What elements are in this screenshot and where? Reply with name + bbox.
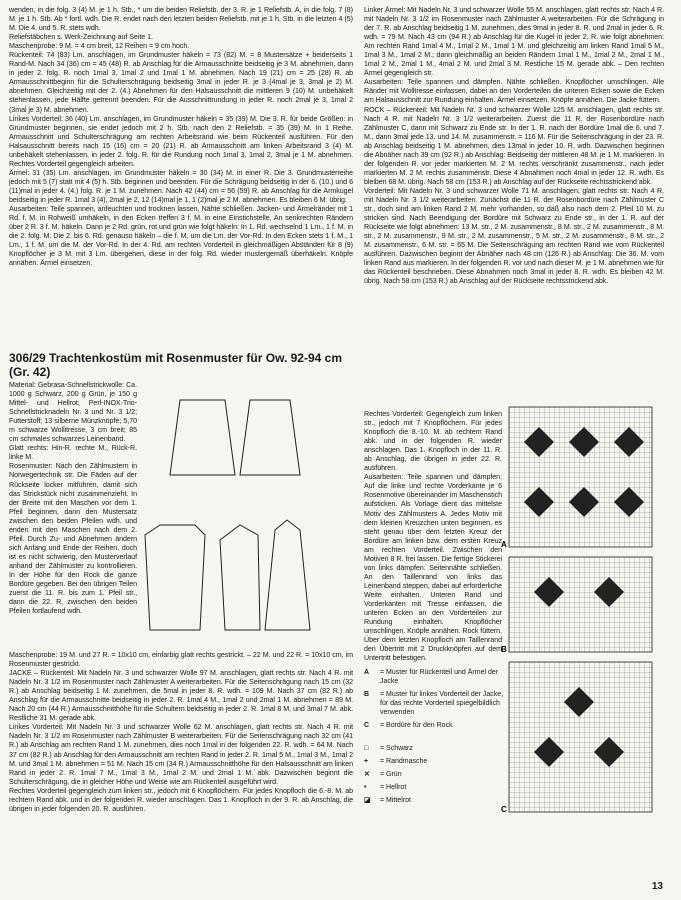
symbol-row	[364, 744, 504, 753]
paragraph: Maschenprobe: 19 M. und 27 R. = 10x10 cm, einfarbig glatt rechts gestrickt. – 22 M. und 22 R. = 10x10 cm, im Rosenmuster gestrickt.	[9, 651, 353, 669]
paragraph: Ausarbeiten: Teile spannen und dämpfen. Nähte schließen. Knopflöcher umschlingen. Alle Ränder mit Wolltresse einfassen, dabei an den Vorderteilen die unteren Ecken sowie die Ecken am Halsausschnitt zur Rundung einhalten. Ärmel einsetzen. Knöpfe annähen. Die Jacke füttern.	[364, 78, 664, 105]
knitting-chart	[501, 407, 652, 823]
column-right-top	[364, 6, 664, 286]
paragraph: Linkes Vorderteil: 36 (40) Lm. anschlagen, im Grundmuster häkeln = 35 (39) M. Die 3. R. für beide Größen: in Grundmuster beginnen, sie endet jedoch mit 2 h. Stb. nach den 2 Reliefstb. = 35 (39) M. In 1 Reihe. Armausschnitt und Schulterschrägung am rechten Arbeitsrand wie beim Rückenteil ausführen. Für den Halsausschnitt bereits nach 15 (16) cm = 20 (21) R. ab Armausschnitt am linken Arbeitsrand 3 (4) M. unbehäkelt stehenlassen, in jeder 2. folg. R. für die Rundung noch 1mal 3, 1mal 2, 3mal je 1 M. abnehmen. Rechtes Vorderteil gegengleich arbeiten.	[9, 114, 353, 168]
paragraph: Linker Ärmel: Mit Nadeln Nr. 3 und schwarzer Wolle 55 M. anschlagen, glatt rechts str. Nach 4 R. mit Nadeln Nr. 3 1/2 im Rosenmuster nach Zählmuster A weiterarbeiten. Für die Schrägung in der 7. R. ab Anschlag beidseitig 1 M. zunehmen, dies 9mal in jeder 8. R. und 2mal in jeder 6. R. wdh. = 79 M. Nach 43 cm (94 R.) ab Anschlag für die Kugel in jeder 2. R. wie folgt abnehmen: Am rechten Rand 1mal 4 M., 1mal 2 M., 1mal 1 M. und gleichzeitig am linken Rand 1mal 5 M., 1mal 3 M., 1mal 2 M.; dann gleichmäßig an beiden Rändern 1mal 1 M., 1mal 2 M., 2mal 1 M., 1mal 2 M., 2mal 1 M., 4mal 2 M. und 2mal 3 M. Restliche 15 M. gerade abk. – Den rechten Ärmel gegengleich str.	[364, 6, 664, 78]
chart-b	[509, 557, 652, 652]
paragraph: Ausarbeiten: Teile spannen und dämpfen. Auf die linke und rechte Vorderkante je 6 Rosenmotive übereinander im Maschenstich aufsticken. Als Vorlage dient das mittelste Motiv des Zählmusters A. Jedes Motiv mit dem kleinen Kreuzchen unten beginnen, es steht genau über dem letzten Kreuz der Bordüre am linken bzw. dem ersten Kreuz am rechten Vorderteil. Zwischen den Motiven 8 R. frei lassen. Die fertige Stickerei von links dämpfen. Seitennähte schließen. An den Taillenrand von links das Leinenband steppen, dabei auf erforderliche Weite einhalten. Unteren Rand und Vorderkanten mit Tresse einfassen, die unteren Ecken an den Vorderteilen zur Rundung einhalten. Knopflöcher umschlingen. Knöpfe annähen. Rock füttern. Über dem letzten Knopfloch am Taillenrand den Übertritt mit 2 Druckknöpfen auf dem Untertritt befestigen.	[364, 473, 502, 663]
legend-text: = Muster für linkes Vorderteil der Jacke, für das rechte Vorderteil spiegelbildlich verwenden	[380, 691, 504, 716]
chart-a	[509, 407, 652, 547]
paragraph: Rechtes Vorderteil: Gegengleich zum linken str., jedoch mit 7 Knopflöchern. Für jedes Knopfloch die 8.-10. M. ab rechtem Rand abk. und in der folgenden R. wieder anschlagen. Das 1. Knopfloch in der 11. R. ab Anschlag, die übrigen in jeder 22. R. ausführen.	[364, 410, 502, 473]
legend-row	[364, 668, 504, 686]
paragraph: Glatt rechts: Hin-R. rechte M., Rück-R. linke M.	[9, 444, 137, 462]
paragraph: JACKE – Rückenteil: Mit Nadeln Nr. 3 und schwarzer Wolle 97 M. anschlagen, glatt rechts str. Nach 4 R. mit Nadeln Nr. 3 1/2 im Rosenmuster nach Zählmuster A weiterarbeiten. Für die Seitenschrägung nach 15 cm (32 R.) ab Anschlag beidseitig 1 M. zunehmen, die 5mal in jeder 8. R. wdh. = 109 M. Nach 37 cm (82 R.) ab Anschlag für die Armausschnitte beidseitig in jeder 2. R. 1mal 4 M., 1mal 2 und 2mal 1 M. abnehmen = 89 M. Nach 20 cm (44 R.) Armausschnitthöhe für die Schultern beidseitig in jeder 2. R. 1mal 8 M. und 3mal 7 M. abk. Restliche 31 M. gerade abk.	[9, 669, 353, 723]
chart-legend	[364, 668, 504, 809]
skirt-back-outline	[170, 400, 235, 475]
jacket-back-outline	[145, 525, 205, 630]
paragraph: wenden, in die folg. 3 (4) M. je 1 h. Stb., * um die beiden Reliefstb. der 3. R. je 1 Reliefstb. A, in die folg. 7 (8) M. je 1 h. Stb. Ab * fortl. wdh. Die R. endet nach den letzten beiden Reliefstb. mit je 1 h. Stb. in die letzten 4 (5) M. Die 4. und 5. R. stets wdh.	[9, 6, 353, 33]
legend-text: = Bordüre für den Rock	[380, 722, 453, 729]
column-left-bottom	[9, 651, 353, 814]
symbol-text: = Mittelrot	[380, 797, 411, 804]
page-number: 13	[651, 881, 663, 892]
sleeve-outline	[265, 520, 310, 630]
paragraph: Material: Gebrasa-Schnellstrickwolle: Ca. 1000 g Schwarz, 200 g Grün, je 150 g Mittel- und Hellrot; Perl-INOX-Trio-Schnellstricknadeln Nr. 3 und Nr. 3 1/2; Futterstoff; 13 silberne Münzknöpfe; 5,70 m schwarze Wollitresse, 3 cm breit; 85 cm schmales schwarzes Leinenband.	[9, 381, 137, 444]
paragraph: Linkes Vorderteil: Mit Nadeln Nr. 3 und schwarzer Wolle 62 M. anschlagen, glatt rechts str. Nach 4 R. mit Nadeln Nr. 3 1/2 im Rosenmuster nach Zählmuster B weiterarbeiten. Für die Seitenschrägung nach 32 cm (41 R.) ab Anschlag am rechten Rand 1 M. zunehmen, dies noch 1mal in der folgenden 22. R. wdh. = 64 M. Nach 37 cm (82 R.) ab Anschlag für den Armausschnitt am rechten Rand in jeder 2. R. 1mal 5 M., 1mal 3 M., 1mal 2 M. und 3mal 1 M. abnehmen = 51 M. Nach 15 cm (34 R.) Armausschnitthöhe für den Halsausschnitt am linken Rand in jeder 2. R. 1mal 7 M., 1mal 3 M., 1mal 2 M. und 2mal 1 M. abk. Dazwischen beginnt die Schulterschrägung, die in gleicher Höhe und Weise wie am Rückenteil ausgeführt wird.	[9, 723, 353, 786]
article-title: 306/29 Trachtenkostüm mit Rosenmuster für Ow. 92-94 cm (Gr. 42)	[9, 351, 343, 379]
paragraph: Ausarbeiten: Teile spannen, anfeuchten und trocknen lassen, Nähte schließen. Jacken- und Ärmelränder mit 1 Rd. f. M. in Rohweiß umhäkeln, in den Ecken treffen 3 f. M. in eine Einstichstelle. An senkrechten Rändern über 2 R. 3 f. M. häkeln. Dann je 2 Rd. grün, rot und grün wie folgt häkeln: In 1. Rd. wechselnd 1 Lm., 1 f. M. in die 2. folg. M. Die 2. bis 6. Rd. genauso häkeln – die f. M. um die Lm. der Vor-Rd. In den Ecken stets 1 f. M., 1 Lm., 1 f. M. um die M. der Vor-Rd. In der 4. Rd. am rechten Vorderteil in gleichmäßigen Abständen für 8 (9) Knopflöcher je 3 M. mit 3 Lm. übergehen, diese in der folg. Rd. wieder mustergemäß überhäkeln. Knöpfe annähen. Ärmel einsetzen.	[9, 205, 353, 268]
paragraph: Rechtes Vorderteil gegengleich zum linken str., jedoch mit 6 Knopflöchern. Für jedes Knopfloch die 6.-8. M. ab rechtem Rand abk. und in der folgenden R. wieder anschlagen. Das 1. Knopfloch in der 9. R. ab Anschlag, die übrigen in jeder folgenden 20. R. ausführen.	[9, 786, 353, 813]
chart-label-b: B	[501, 645, 507, 654]
pattern-schematic	[140, 380, 355, 660]
symbol-text: = Schwarz	[380, 745, 413, 752]
legend-text: = Muster für Rückenteil und Ärmel der Jacke	[380, 669, 499, 685]
paragraph: Rosenmuster: Nach den Zählmustern in Norwegertechnik str. Die Fäden auf der Rückseite locker mitführen, damit sich das Strickstück nicht zusammenzieht. In der Breite mit den Maschen vor dem 1. Pfeil beginnen, dann den Mustersatz zwischen den beiden Pfeilen wdh. und enden mit den Maschen nach dem 2. Pfeil. Durch Zu- und Abnehmen ändern sich Anfang und Ende der Reihen, doch ist es nicht schwierig, den Musterverlauf anhand der Zählmuster zu kontrollieren. In der Höhe für den Rock die ganze Bordüre gegeben. Bei den übrigen Teilen zuerst die 11. R. bis zum 1. Pfeil str., dann die 22. R. zwischen den beiden Pfeilen fortlaufend wdh.	[9, 462, 137, 616]
paragraph: Vorderteil: Mit Nadeln Nr. 3 und schwarzer Wolle 71 M. anschlagen, glatt rechts str. Nach 4 R. mit Nadeln Nr. 3 1/2 weiterarbeiten. Zunächst die 11 R. der Rosenbordüre nach Zählmuster C str., doch sind am linken Rand 2 M. mehr vorhanden, so daß also nach dem 2. Pfeil 10 M. zu stricken sind. Nach Beendigung der Bordüre mit Schwarz zu Ende str., in der 1. R. auf der Rückseite wie folgt abnehmen: 13 M. str., 2 M. zusammenstr., 8 M. str., 2 M. zusammenstr., 8 M. str., 2 M. zusammenstr., 9 M. str., 2 M. zusammenstr., 5 M. str., 2 M. zusammenstr., 8 M. str., 2 M. zusammenstr., 6 M. str. = 65 M. Die Seitenschrägung am rechten Rand wie vom Rückenteil ausführen. Dazwischen beginnt der Abnäher nach 48 cm (126 R.) ab Anschlag: Die 36. M. vom linken Rand aus markieren. In der folgenden R. vor und nach dieser M. je 1 M. abnehmen wie für das Rückenteil beschrieben. Diese Abnahmen noch 3mal in jeder 8. R. wdh. Es bleiben 42 M. übrig. Nach 58 cm (153 R.) ab Anschlag auf der Rückseite rechtsstrickend abk.	[364, 186, 664, 286]
paragraph: Reliefstäbchen s. Werk-Zeichnung auf Seite 1.	[9, 33, 153, 42]
cross-icon: ✕	[364, 771, 370, 778]
chart-label-c: C	[501, 805, 507, 814]
empty-square-icon: □	[364, 745, 369, 752]
symbol-text: = Grün	[380, 771, 402, 778]
paragraph: Rückenteil: 74 (83) Lm. anschlagen, im Grundmuster häkeln = 73 (82) M. = 8 Mustersätze + beiderseits 1 Rand-M. Nach 34 (36) cm = 45 (48) R. ab Anschlag für die Armausschnitte beidseitig je 3 M. abnehmen, dann in jeder 2. folg. R. noch 1mal 3, 1mal 2 und 1mal 1 M. abnehmen. Nach 19 (21) cm = 25 (28) R. ab Armausschnittbeginn für die Schulterschrägung beidseitig 3mal in jeder R. je 3 (4mal je 3, 3mal je 2) M. abnehmen. Gleichzeitig mit der 2. (4.) Abnehmen für den Halsausschnitt die mittleren 9 (10) M. unbehäkelt stehenlassen, jede Hälfte getrennt beenden. Für die Ausschnittrundung in jeder R. noch 2mal je 3, 1mal 2 (3mal je 3) M. abnehmen.	[9, 51, 353, 114]
legend-key: B	[364, 691, 370, 698]
half-square-icon: ◪	[364, 797, 371, 804]
column-right-narrow	[364, 410, 502, 663]
symbol-text: = Randmasche	[380, 758, 428, 765]
column-left-top	[9, 6, 353, 268]
symbol-text: = Hellrot	[380, 784, 407, 791]
symbol-row	[364, 770, 504, 779]
legend-key: A	[364, 669, 370, 676]
paragraph: Maschenprobe: 9 M. = 4 cm breit, 12 Reihen = 9 cm hoch.	[9, 42, 190, 51]
legend-key: C	[364, 722, 370, 729]
chart-label-a: A	[501, 540, 507, 549]
column-left-material	[9, 381, 137, 616]
symbol-row	[364, 783, 504, 792]
skirt-front-outline	[240, 400, 300, 475]
symbol-row	[364, 757, 504, 766]
plus-icon: +	[364, 758, 369, 765]
legend-row	[364, 721, 504, 730]
jacket-front-outline	[220, 525, 260, 630]
symbol-row	[364, 796, 504, 805]
legend-row	[364, 690, 504, 717]
paragraph: Ärmel: 31 (35) Lm. anschlagen, im Grundmuster häkeln = 30 (34) M. in einer R. Die 3. Grundmusterreihe jedoch mit 5 (7) statt mit 4 (5) h. Stb. beginnen und beenden. Für die Schrägung beidseitig in der 6. (10.) und 6 (11)mal in jeder 4. (4.) folg. R. je 1 M. zunehmen. Nach 42 (44) cm = 56 (59) R. ab Anschlag für die Armkugel beidseitig in jeder R. 1mal 3 (4), 2mal je 2, 12 (14)mal je 1, 1 (2)mal je 2 M. abnehmen. Es bleiben 6 M. übrig.	[9, 168, 353, 204]
paragraph: ROCK – Rückenteil: Mit Nadeln Nr. 3 und schwarzer Wolle 125 M. anschlagen, glatt rechts str. Nach 4 R. mit Nadeln Nr. 3 1/2 weiterarbeiten. Zuerst die 11 R. der Rosenbordüre nach Zählmuster C, dann mit Schwarz zu Ende str. In der 1. R. nach der Bordüre 1mal die 6. und 7. M., dann 3mal jede 13. und 14. M. zusammenstr. = 116 M. Für die Seitenschrägung in der 23. R. ab Anschlag beidseitig 1 M. abnehmen, dies 13mal in jeder 10. R. wdh. Dazwischen beginnen die Abnäher nach 39 cm (92 R.) ab Anschlag: Beidseitig der mittleren 48 M. je 1 M. markieren. In der folgenden R. vor jeder markierten M. 2 M. rechts verschränkt zusammenstr., nach jeder markierten M. 2 M. rechts zusammenstr. Diese 4 Abnahmen noch 4mal in jeder 12. R. wdh. Es bleiben 68 M. übrig. Nach 58 cm (153 R.) ab Anschlag auf der Rückseite rechtsstrickend abk.	[364, 105, 664, 186]
dot-icon: •	[364, 784, 367, 791]
chart-c	[509, 662, 652, 812]
